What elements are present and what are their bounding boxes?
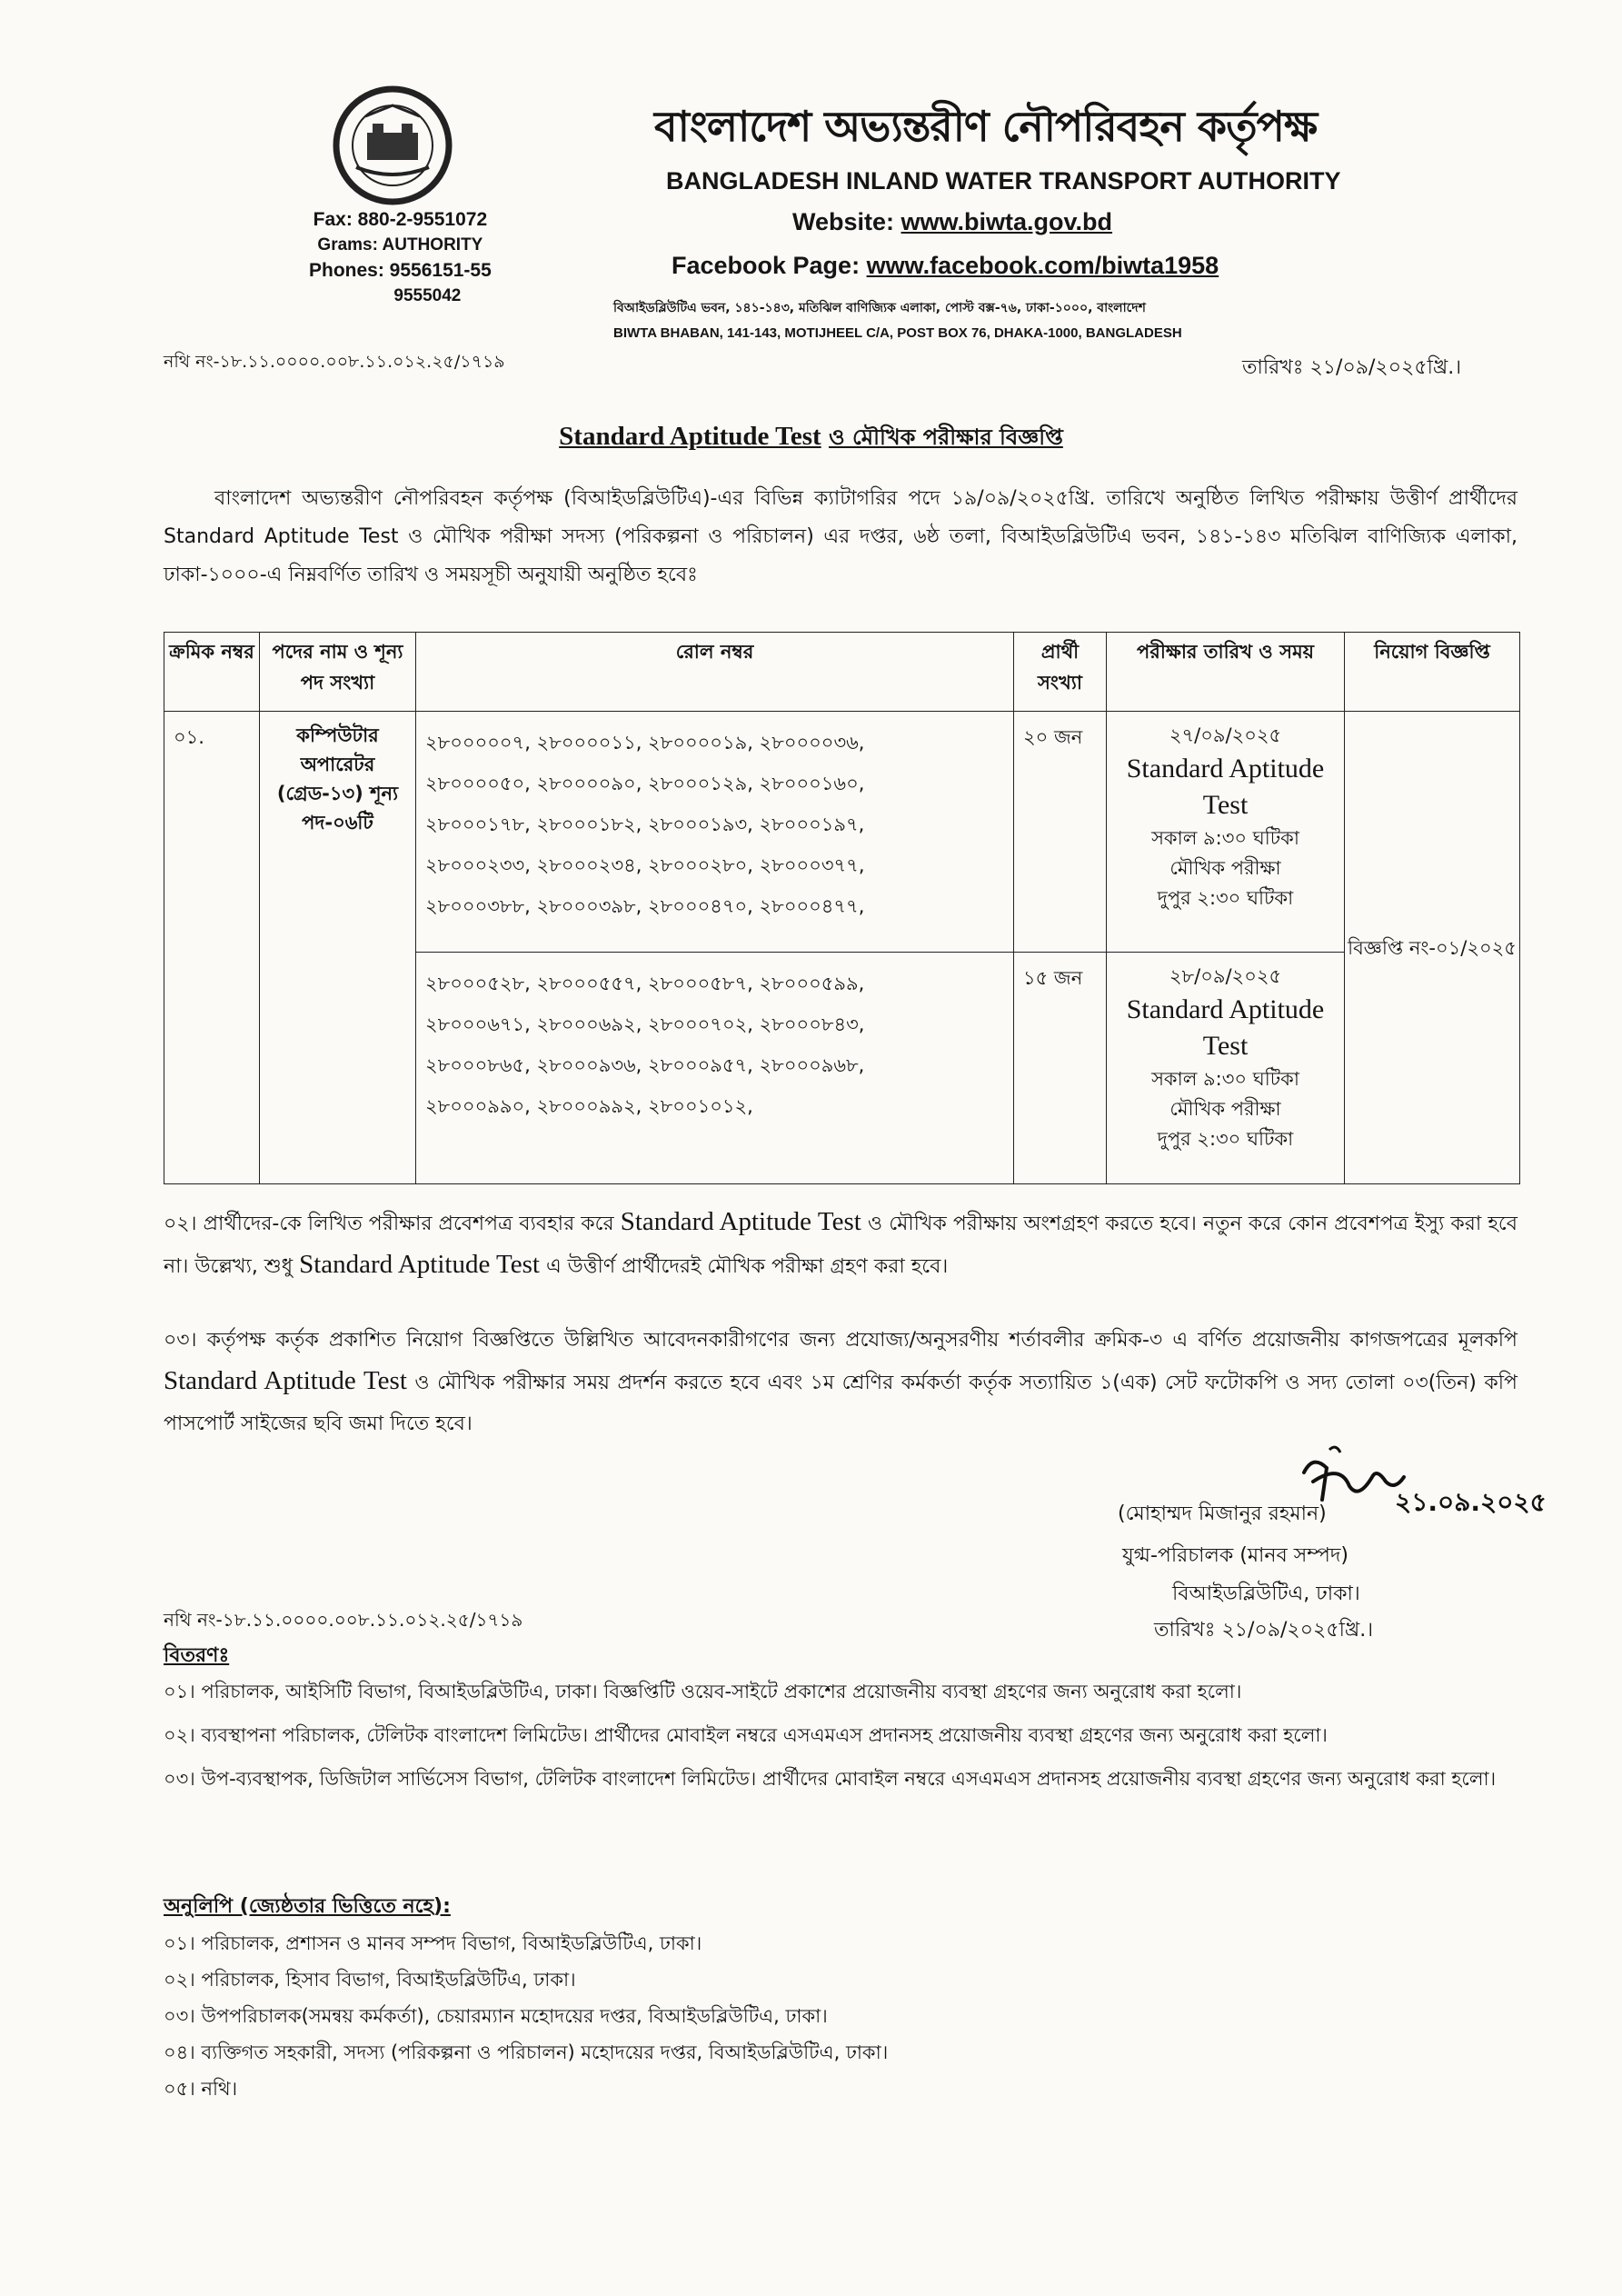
website-link[interactable]: www.biwta.gov.bd — [901, 208, 1113, 235]
list-item: ০৫। নথি। — [164, 2078, 238, 2100]
para3-part: ০৩। কর্তৃপক্ষ কর্তৃক প্রকাশিত নিয়োগ বিজ্ঞপ্তিতে উল্লিখিত আবেদনকারীগণের জন্য প্রযোজ্য/অনুসরণীয় শর্তাবলীর ক্রমিক-৩ এ বর্ণিত প্রয়োজনীয় কাগজপত্রের মূলকপি — [164, 1329, 1518, 1352]
exam-test-name: Standard Aptitude Test — [1126, 754, 1325, 820]
header-roll: রোল নম্বর — [416, 633, 1014, 712]
count-cell-1: ২০ জন — [1014, 712, 1107, 953]
roll-cell-2 — [416, 953, 1014, 1184]
memo-number: নথি নং-১৮.১১.০০০০.০০৮.১১.০১২.২৫/১৭১৯ — [164, 352, 505, 372]
viva-time: দুপুর ২:৩০ ঘটিকা — [1157, 1128, 1294, 1150]
facebook-label: Facebook Page: — [672, 252, 861, 279]
para2-part: Standard Aptitude Test — [299, 1250, 540, 1279]
roll-line: ২৮০০০০৫০, ২৮০০০০৯০, ২৮০০০১২৯, ২৮০০০১৬০, — [425, 773, 865, 794]
roll-line: ২৮০০০৮৬৫, ২৮০০০৯৩৬, ২৮০০০৯৫৭, ২৮০০০৯৬৮, — [425, 1054, 865, 1076]
signature-date: ২১.০৯.২০২৫ — [1395, 1487, 1547, 1517]
list-item: ০১। পরিচালক, প্রশাসন ও মানব সম্পদ বিভাগ, বিআইডব্লিউটিএ, ঢাকা। — [164, 1932, 702, 1954]
copy-list — [164, 1925, 888, 2107]
para2-part: Standard Aptitude Test — [620, 1207, 861, 1236]
copy-title: অনুলিপি (জ্যেষ্ঠতার ভিত্তিতে নহে): — [164, 1895, 451, 1918]
exam-date: ২৭/০৯/২০২৫ — [1169, 724, 1282, 746]
distribution-title: বিতরণঃ — [164, 1644, 230, 1667]
time-cell-2 — [1107, 953, 1345, 1184]
org-title-bangla: বাংলাদেশ অভ্যন্তরীণ নৌপরিবহন কর্তৃপক্ষ — [654, 102, 1318, 151]
distribution-list — [164, 1674, 1518, 1805]
list-item: ০২। ব্যবস্থাপনা পরিচালক, টেলিটক বাংলাদেশ লিমিটেড। প্রার্থীদের মোবাইল নম্বরে এসএমএস প্রদানসহ প্রয়োজনীয় ব্যবস্থা গ্রহণের জন্য অনুরোধ করা হলো। — [164, 1724, 1328, 1746]
org-title-english: BANGLADESH INLAND WATER TRANSPORT AUTHORITY — [666, 167, 1341, 195]
viva-label: মৌখিক পরীক্ষা — [1169, 857, 1281, 879]
paragraph-03 — [164, 1320, 1518, 1444]
signatory-name: (মোহাম্মদ মিজানুর রহমান) — [1118, 1502, 1327, 1525]
contact-block — [309, 207, 492, 309]
list-item: ০২। পরিচালক, হিসাব বিভাগ, বিআইডব্লিউটিএ, ঢাকা। — [164, 1969, 576, 1991]
roll-line: ২৮০০০১৭৮, ২৮০০০১৮২, ২৮০০০১৯৩, ২৮০০০১৯৭, — [425, 814, 865, 835]
header-advert: নিয়োগ বিজ্ঞপ্তি — [1345, 633, 1520, 712]
intro-paragraph: বাংলাদেশ অভ্যন্তরীণ নৌপরিবহন কর্তৃপক্ষ (বিআইডব্লিউটিএ)-এর বিভিন্ন ক্যাটাগরির পদে ১৯/০৯/২০২৫খ্রি. তারিখে অনুষ্ঠিত লিখিত পরীক্ষায় উত্তীর্ণ প্রার্থীদের Standard Aptitude Test ও মৌখিক পরীক্ষা সদস্য (পরিকল্পনা ও পরিচালন) এর দপ্তর, ৬ষ্ঠ তলা, বিআইডব্লিউটিএ ভবন, ১৪১-১৪৩ মতিঝিল বাণিজ্যিক এলাকা, ঢাকা-১০০০-এ নিম্নবর্ণিত তারিখ ও সময়সূচী অনুযায়ী অনুষ্ঠিত হবেঃ — [164, 487, 1518, 586]
biwta-seal-logo — [320, 80, 465, 216]
website-line — [792, 208, 1112, 236]
list-item: ০৪। ব্যক্তিগত সহকারী, সদস্য (পরিকল্পনা ও পরিচালন) মহোদয়ের দপ্তর, বিআইডব্লিউটিএ, ঢাকা। — [164, 2041, 889, 2063]
count-cell-2: ১৫ জন — [1014, 953, 1107, 1184]
website-label: Website: — [792, 208, 895, 235]
facebook-line — [672, 252, 1219, 280]
exam-test-time: সকাল ৯:৩০ ঘটিকা — [1151, 827, 1299, 849]
roll-line: ২৮০০০০০৭, ২৮০০০০১১, ২৮০০০০১৯, ২৮০০০০৩৬, — [425, 732, 865, 754]
para2-part: এ উত্তীর্ণ প্রার্থীদেরই মৌখিক পরীক্ষা গ্রহণ করা হবে। — [545, 1255, 949, 1278]
table-header-row — [164, 633, 1520, 712]
viva-time: দুপুর ২:৩০ ঘটিকা — [1157, 887, 1294, 909]
para2-part: ও মৌখিক পরীক্ষায় অংশগ্রহণ করতে হবে। নতুন করে কোন প্রবেশপত্র ইস্যু করা হবে না। উল্লেখ্য, শুধু — [164, 1213, 1518, 1278]
roll-cell-1 — [416, 712, 1014, 953]
roll-line: ২৮০০০২৩৩, ২৮০০০২৩৪, ২৮০০০২৮০, ২৮০০০৩৭৭, — [425, 854, 865, 876]
grams-text: Grams: AUTHORITY — [317, 235, 483, 255]
facebook-link[interactable]: www.facebook.com/biwta1958 — [866, 252, 1219, 279]
fax-text: Fax: 880-2-9551072 — [313, 209, 488, 230]
time-cell-1 — [1107, 712, 1345, 953]
schedule-table — [164, 632, 1520, 1184]
list-item: ০৩। উপপরিচালক(সমন্বয় কর্মকর্তা), চেয়ারম্যান মহোদয়ের দপ্তর, বিআইডব্লিউটিএ, ঢাকা। — [164, 2005, 828, 2027]
list-item: ০১। পরিচালক, আইসিটি বিভাগ, বিআইডব্লিউটিএ, ঢাকা। বিজ্ঞপ্তিটি ওয়েব-সাইটে প্রকাশের প্রয়োজনীয় ব্যবস্থা গ্রহণের জন্য অনুরোধ করা হলো। — [164, 1681, 1242, 1702]
exam-test-name: Standard Aptitude Test — [1126, 994, 1325, 1061]
paragraph-02 — [164, 1202, 1518, 1287]
roll-line: ২৮০০০৯৯০, ২৮০০০৯৯২, ২৮০০১০১২, — [425, 1095, 753, 1117]
signatory-date: তারিখঃ ২১/০৯/২০২৫খ্রি.। — [1154, 1619, 1374, 1642]
notice-heading — [0, 421, 1622, 457]
viva-label: মৌখিক পরীক্ষা — [1169, 1098, 1281, 1120]
phones-extra-text: 9555042 — [393, 286, 462, 305]
exam-date: ২৮/০৯/২০২৫ — [1169, 965, 1282, 987]
header-post: পদের নাম ও শূন্য পদ সংখ্যা — [260, 633, 416, 712]
header-serial: ক্রমিক নম্বর — [164, 633, 260, 712]
address-bangla: বিআইডব্লিউটিএ ভবন, ১৪১-১৪৩, মতিঝিল বাণিজ্যিক এলাকা, পোস্ট বক্স-৭৬, ঢাকা-১০০০, বাংলাদেশ — [613, 301, 1146, 315]
advert-cell: বিজ্ঞপ্তি নং-০১/২০২৫ — [1345, 712, 1520, 1184]
header-candidates: প্রার্থী সংখ্যা — [1014, 633, 1107, 712]
para3-part: Standard Aptitude Test — [164, 1366, 407, 1395]
address-english: BIWTA BHABAN, 141-143, MOTIJHEEL C/A, POST BOX 76, DHAKA-1000, BANGLADESH — [613, 325, 1182, 341]
memo-number-bottom: নথি নং-১৮.১১.০০০০.০০৮.১১.০১২.২৫/১৭১৯ — [164, 1609, 523, 1631]
notice-heading-bn: ও মৌখিক পরীক্ষার বিজ্ঞপ্তি — [829, 424, 1063, 450]
roll-line: ২৮০০০৬৭১, ২৮০০০৬৯২, ২৮০০০৭০২, ২৮০০০৮৪৩, — [425, 1013, 865, 1035]
roll-line: ২৮০০০৫২৮, ২৮০০০৫৫৭, ২৮০০০৫৮৭, ২৮০০০৫৯৯, — [425, 973, 865, 994]
phones-text: Phones: 9556151-55 — [309, 260, 492, 281]
signatory-designation: যুগ্ম-পরিচালক (মানব সম্পদ) — [1122, 1544, 1348, 1567]
list-item: ০৩। উপ-ব্যবস্থাপক, ডিজিটাল সার্ভিসেস বিভাগ, টেলিটক বাংলাদেশ লিমিটেড। প্রার্থীদের মোবাইল নম্বরে এসএমএস প্রদানসহ প্রয়োজনীয় ব্যবস্থা গ্রহণের জন্য অনুরোধ করা হলো। — [164, 1768, 1497, 1790]
para2-part: ০২। প্রার্থীদের-কে লিখিত পরীক্ষার প্রবেশপত্র ব্যবহার করে — [164, 1213, 614, 1235]
signatory-office: বিআইডব্লিউটিএ, ঢাকা। — [1172, 1582, 1360, 1605]
serial-cell: ০১. — [164, 712, 260, 1184]
notice-heading-en: Standard Aptitude Test — [559, 422, 821, 451]
para3-part: ও মৌখিক পরীক্ষার সময় প্রদর্শন করতে হবে এবং ১ম শ্রেণির কর্মকর্তা কর্তৃক সত্যায়িত ১(এক) সেট ফটোকপি ও সদ্য তোলা ০৩(তিন) কপি পাসপোর্ট সাইজের ছবি জমা দিতে হবে। — [164, 1372, 1518, 1435]
roll-line: ২৮০০০৩৮৮, ২৮০০০৩৯৮, ২৮০০০৪৭০, ২৮০০০৪৭৭, — [425, 895, 865, 917]
exam-test-time: সকাল ৯:৩০ ঘটিকা — [1151, 1068, 1299, 1090]
table-row — [164, 712, 1520, 953]
header-datetime: পরীক্ষার তারিখ ও সময় — [1107, 633, 1345, 712]
notice-date: তারিখঃ ২১/০৯/২০২৫খ্রি.। — [1242, 356, 1462, 379]
post-cell: কম্পিউটার অপারেটর (গ্রেড-১৩) শূন্য পদ-০৬টি — [260, 712, 416, 1184]
